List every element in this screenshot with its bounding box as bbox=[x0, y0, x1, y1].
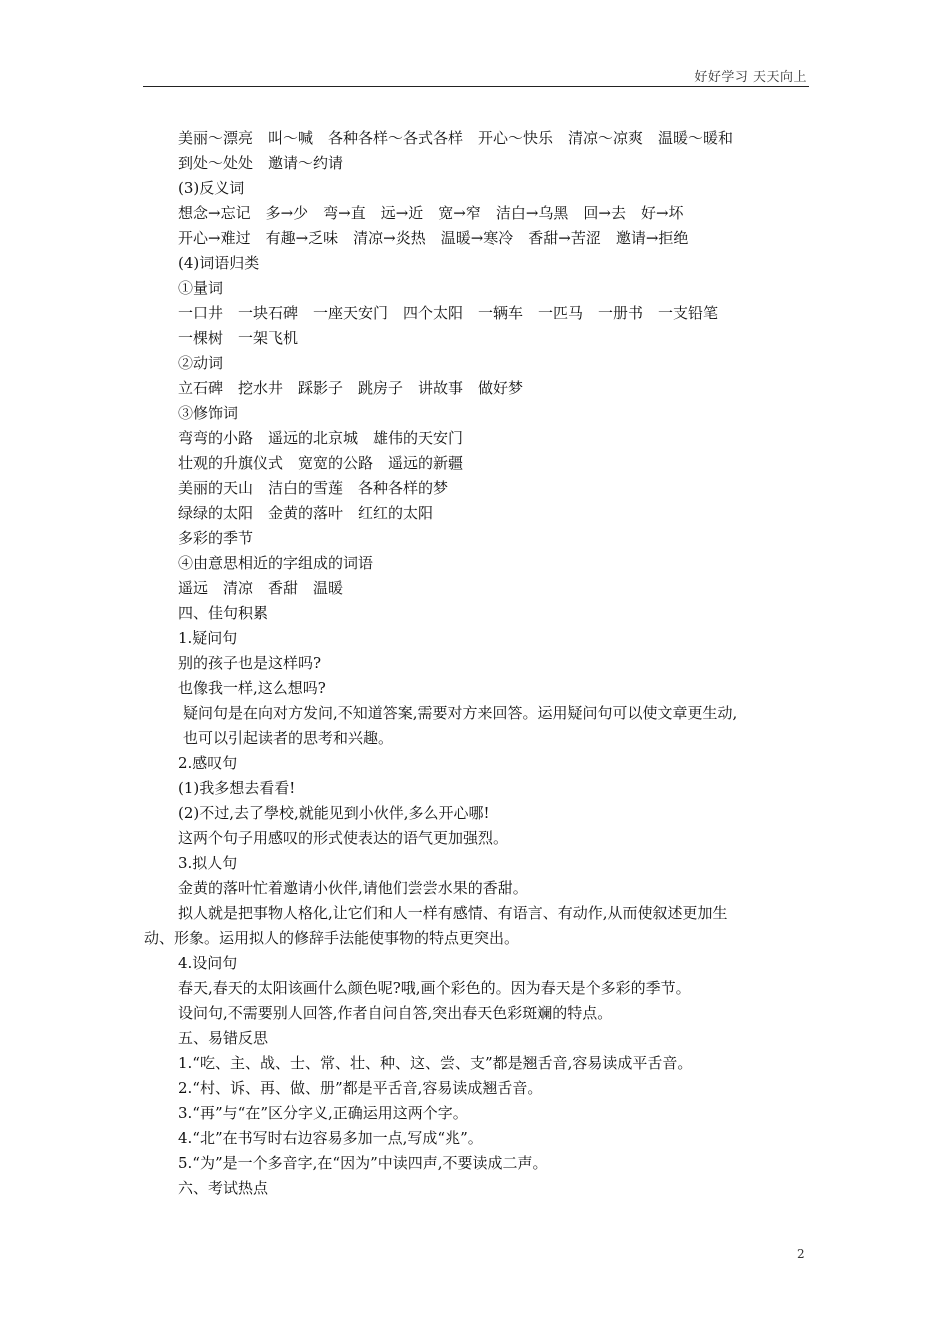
antonym-list-line-1: 想念→忘记 多→少 弯→直 远→近 宽→窄 洁白→乌黑 回→去 好→坏 bbox=[178, 204, 684, 222]
error-note-5: 5.“为”是一个多音字,在“因为”中读四声,不要读成二声。 bbox=[178, 1154, 548, 1172]
question-explanation-line-2: 也可以引起读者的思考和兴趣。 bbox=[183, 729, 394, 747]
modifiers-line-5: 多彩的季节 bbox=[178, 529, 254, 547]
exclamation-example-1: (1)我多想去看看! bbox=[178, 779, 296, 797]
exclamation-example-2: (2)不过,去了學校,就能见到小伙伴,多么开心哪! bbox=[178, 804, 490, 822]
personification-explanation-line-2: 动、形象。运用拟人的修辞手法能使事物的特点更突出。 bbox=[144, 929, 520, 947]
header-slogan: 好好学习 天天向上 bbox=[694, 70, 807, 85]
synonym-list-line-1: 美丽～漂亮 叫～喊 各种各样～各式各样 开心～快乐 清凉～凉爽 温暖～暖和 bbox=[178, 129, 734, 147]
measure-words-line-1: 一口井 一块石碑 一座天安门 四个太阳 一辆车 一匹马 一册书 一支铅笔 bbox=[178, 304, 719, 322]
antonym-heading: (3)反义词 bbox=[178, 179, 245, 197]
error-note-4: 4.“北”在书写时右边容易多加一点,写成“兆”。 bbox=[178, 1129, 483, 1147]
word-classification-heading: (4)词语归类 bbox=[178, 254, 260, 272]
exclamation-explanation: 这两个句子用感叹的形式使表达的语气更加强烈。 bbox=[178, 829, 509, 847]
question-example-2: 也像我一样,这么想吗? bbox=[178, 679, 326, 697]
modifiers-line-1: 弯弯的小路 遥远的北京城 雄伟的天安门 bbox=[178, 429, 464, 447]
modifiers-line-2: 壮观的升旗仪式 宽宽的公路 遥远的新疆 bbox=[178, 454, 464, 472]
section-five-heading: 五、易错反思 bbox=[178, 1029, 269, 1047]
page-number: 2 bbox=[797, 1247, 805, 1261]
question-example-1: 别的孩子也是这样吗? bbox=[178, 654, 322, 672]
personification-heading: 3.拟人句 bbox=[178, 854, 238, 872]
synonym-list-line-2: 到处～处处 邀请～约请 bbox=[178, 154, 344, 172]
question-explanation-line-1: 疑问句是在向对方发问,不知道答案,需要对方来回答。运用疑问句可以使文章更生动, bbox=[183, 704, 738, 722]
measure-words-heading: ①量词 bbox=[178, 279, 224, 297]
measure-words-line-2: 一棵树 一架飞机 bbox=[178, 329, 299, 347]
similar-char-words-line: 遥远 清凉 香甜 温暖 bbox=[178, 579, 344, 597]
modifiers-line-4: 绿绿的太阳 金黄的落叶 红红的太阳 bbox=[178, 504, 434, 522]
similar-char-words-heading: ④由意思相近的字组成的词语 bbox=[178, 554, 374, 572]
rhetorical-question-explanation: 设问句,不需要别人回答,作者自问自答,突出春天色彩斑斓的特点。 bbox=[178, 1004, 613, 1022]
rhetorical-question-example: 春天,春天的太阳该画什么颜色呢?哦,画个彩色的。因为春天是个多彩的季节。 bbox=[178, 979, 691, 997]
personification-example: 金黄的落叶忙着邀请小伙伴,请他们尝尝水果的香甜。 bbox=[178, 879, 528, 897]
modifiers-line-3: 美丽的天山 洁白的雪莲 各种各样的梦 bbox=[178, 479, 449, 497]
verbs-line: 立石碑 挖水井 踩影子 跳房子 讲故事 做好梦 bbox=[178, 379, 524, 397]
error-note-2: 2.“村、诉、再、做、册”都是平舌音,容易读成翘舌音。 bbox=[178, 1079, 543, 1097]
error-note-3: 3.“再”与“在”区分字义,正确运用这两个字。 bbox=[178, 1104, 468, 1122]
verbs-heading: ②动词 bbox=[178, 354, 224, 372]
section-six-heading: 六、考试热点 bbox=[178, 1179, 269, 1197]
antonym-list-line-2: 开心→难过 有趣→乏味 清凉→炎热 温暖→寒冷 香甜→苦涩 邀请→拒绝 bbox=[178, 229, 689, 247]
exclamation-heading: 2.感叹句 bbox=[178, 754, 238, 772]
question-sentence-heading: 1.疑问句 bbox=[178, 629, 238, 647]
section-four-heading: 四、佳句积累 bbox=[178, 604, 269, 622]
error-note-1: 1.“吃、主、战、士、常、壮、种、这、尝、支”都是翘舌音,容易读成平舌音。 bbox=[178, 1054, 693, 1072]
page-header bbox=[143, 66, 809, 87]
personification-explanation-line-1: 拟人就是把事物人格化,让它们和人一样有感情、有语言、有动作,从而使叙述更加生 bbox=[178, 904, 728, 922]
rhetorical-question-heading: 4.设问句 bbox=[178, 954, 238, 972]
modifiers-heading: ③修饰词 bbox=[178, 404, 239, 422]
